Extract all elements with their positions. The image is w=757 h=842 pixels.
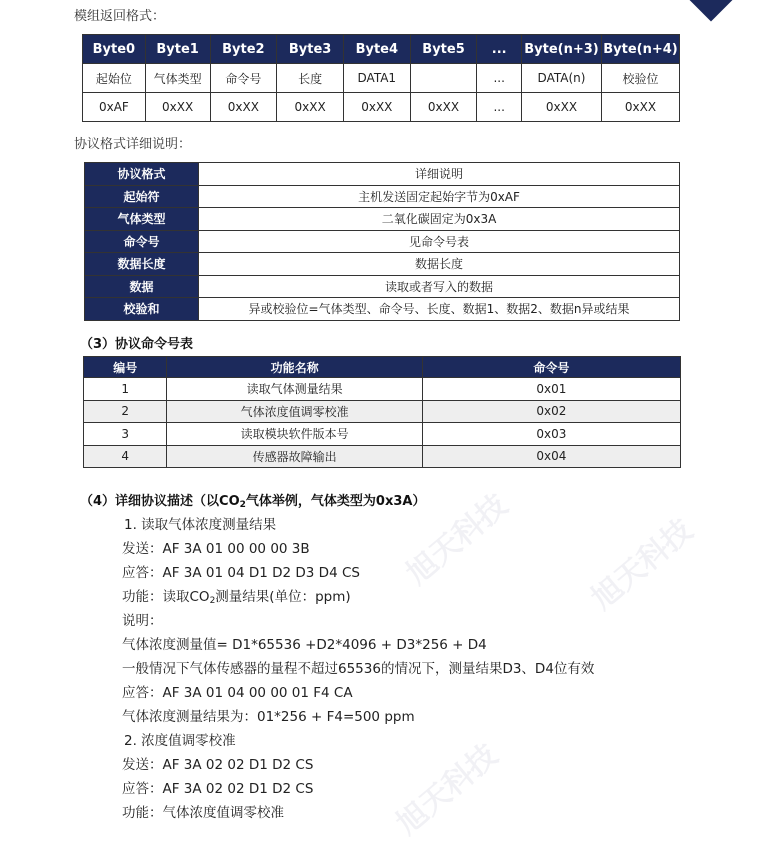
return-format-table bbox=[82, 34, 680, 122]
desc-line: 气体浓度测量值= D1*65536 +D2*4096 + D3*256 + D4 bbox=[122, 637, 487, 653]
desc-line: 气体浓度测量结果为：01*256 + F4=500 ppm bbox=[122, 709, 415, 725]
desc-line bbox=[122, 585, 594, 609]
row-value: 异或校验位=气体类型、命令号、长度、数据1、数据2、数据n异或结果 bbox=[199, 298, 680, 321]
table-row bbox=[84, 445, 681, 468]
desc-line: 功能：气体浓度值调零校准 bbox=[122, 805, 284, 821]
protocol-description-title bbox=[80, 490, 425, 510]
desc-line: 应答：AF 3A 02 02 D1 D2 CS bbox=[122, 781, 314, 797]
header-cell: Byte5 bbox=[410, 35, 477, 64]
protocol-detail-heading: 协议格式详细说明： bbox=[74, 137, 192, 152]
command-table-title: （3）协议命令号表 bbox=[80, 337, 194, 352]
table-cell: 0xXX bbox=[145, 93, 210, 122]
table-row bbox=[83, 64, 680, 93]
header-cell: ... bbox=[477, 35, 522, 64]
table-row bbox=[85, 253, 680, 276]
header-cell: 功能名称 bbox=[167, 357, 422, 378]
header-cell: 编号 bbox=[84, 357, 167, 378]
desc-text: 测量结果(单位：ppm) bbox=[215, 589, 351, 605]
table-cell: 3 bbox=[84, 423, 167, 446]
table-cell: 1 bbox=[84, 378, 167, 401]
table-cell: 起始位 bbox=[83, 64, 146, 93]
table-cell: 传感器故障输出 bbox=[167, 445, 422, 468]
row-value: 二氧化碳固定为0x3A bbox=[199, 208, 680, 231]
table-cell: 读取气体测量结果 bbox=[167, 378, 422, 401]
row-label: 校验和 bbox=[85, 298, 199, 321]
table-row bbox=[84, 378, 681, 401]
desc-line: 说明： bbox=[122, 613, 163, 629]
row-value: 见命令号表 bbox=[199, 230, 680, 253]
desc-line: 2. 浓度值调零校准 bbox=[124, 733, 236, 749]
header-cell: Byte(n+4) bbox=[601, 35, 679, 64]
table-cell: 读取模块软件版本号 bbox=[167, 423, 422, 446]
table-row bbox=[85, 185, 680, 208]
table-cell: ... bbox=[477, 93, 522, 122]
desc-line: 应答：AF 3A 01 04 00 00 01 F4 CA bbox=[122, 685, 353, 701]
table-cell: DATA1 bbox=[343, 64, 410, 93]
watermark: 旭天科技 bbox=[390, 737, 505, 842]
row-label: 起始符 bbox=[85, 185, 199, 208]
title-suffix: 气体举例，气体类型为0x3A） bbox=[245, 494, 426, 509]
row-label: 气体类型 bbox=[85, 208, 199, 231]
header-cell: Byte0 bbox=[83, 35, 146, 64]
title-subscript: 2 bbox=[239, 500, 246, 510]
row-label: 协议格式 bbox=[85, 163, 199, 186]
table-cell: 气体浓度值调零校准 bbox=[167, 400, 422, 423]
table-row bbox=[83, 93, 680, 122]
watermark: 旭天科技 bbox=[400, 487, 515, 592]
table-cell: 0xXX bbox=[277, 93, 344, 122]
table-header-row bbox=[84, 357, 681, 378]
table-cell: 0x02 bbox=[422, 400, 680, 423]
table-cell: 0xXX bbox=[410, 93, 477, 122]
header-cell: 命令号 bbox=[422, 357, 680, 378]
return-format-heading: 模组返回格式： bbox=[74, 9, 166, 24]
row-label: 命令号 bbox=[85, 230, 199, 253]
desc-subscript: 2 bbox=[209, 596, 216, 606]
table-row bbox=[84, 423, 681, 446]
title-prefix: （4）详细协议描述（以CO bbox=[80, 494, 240, 509]
table-cell: 0xXX bbox=[210, 93, 277, 122]
table-cell: 长度 bbox=[277, 64, 344, 93]
row-value: 主机发送固定起始字节为0xAF bbox=[199, 185, 680, 208]
desc-line: 发送：AF 3A 01 00 00 00 3B bbox=[122, 541, 310, 557]
watermark: 旭天科技 bbox=[585, 512, 700, 617]
corner-decoration bbox=[686, 0, 737, 21]
table-row bbox=[85, 163, 680, 186]
header-cell: Byte1 bbox=[145, 35, 210, 64]
table-cell: 0xXX bbox=[522, 93, 602, 122]
table-cell: DATA(n) bbox=[522, 64, 602, 93]
desc-line: 1. 读取气体浓度测量结果 bbox=[124, 517, 277, 533]
table-row bbox=[85, 208, 680, 231]
row-label: 数据 bbox=[85, 275, 199, 298]
table-cell: 校验位 bbox=[601, 64, 679, 93]
table-cell: 0xAF bbox=[83, 93, 146, 122]
protocol-detail-table bbox=[84, 162, 680, 321]
header-cell: Byte4 bbox=[343, 35, 410, 64]
header-cell: Byte3 bbox=[277, 35, 344, 64]
table-cell: ... bbox=[477, 64, 522, 93]
protocol-description bbox=[122, 513, 594, 825]
table-row bbox=[85, 298, 680, 321]
table-cell: 0xXX bbox=[601, 93, 679, 122]
table-cell: 0xXX bbox=[343, 93, 410, 122]
table-cell: 0x04 bbox=[422, 445, 680, 468]
table-row bbox=[84, 400, 681, 423]
table-cell: 2 bbox=[84, 400, 167, 423]
desc-line: 一般情况下气体传感器的量程不超过65536的情况下，测量结果D3、D4位有效 bbox=[122, 661, 595, 677]
table-cell bbox=[410, 64, 477, 93]
row-label: 数据长度 bbox=[85, 253, 199, 276]
row-value: 读取或者写入的数据 bbox=[199, 275, 680, 298]
table-cell: 4 bbox=[84, 445, 167, 468]
table-row bbox=[85, 275, 680, 298]
table-row bbox=[85, 230, 680, 253]
row-value: 数据长度 bbox=[199, 253, 680, 276]
desc-line: 应答：AF 3A 01 04 D1 D2 D3 D4 CS bbox=[122, 565, 360, 581]
table-cell: 命令号 bbox=[210, 64, 277, 93]
desc-line: 发送：AF 3A 02 02 D1 D2 CS bbox=[122, 757, 314, 773]
table-cell: 0x01 bbox=[422, 378, 680, 401]
table-cell: 气体类型 bbox=[145, 64, 210, 93]
command-number-table bbox=[83, 356, 681, 468]
desc-text: 功能：读取CO bbox=[122, 589, 210, 605]
table-cell: 0x03 bbox=[422, 423, 680, 446]
row-value: 详细说明 bbox=[199, 163, 680, 186]
header-cell: Byte2 bbox=[210, 35, 277, 64]
table-header-row bbox=[83, 35, 680, 64]
header-cell: Byte(n+3) bbox=[522, 35, 602, 64]
